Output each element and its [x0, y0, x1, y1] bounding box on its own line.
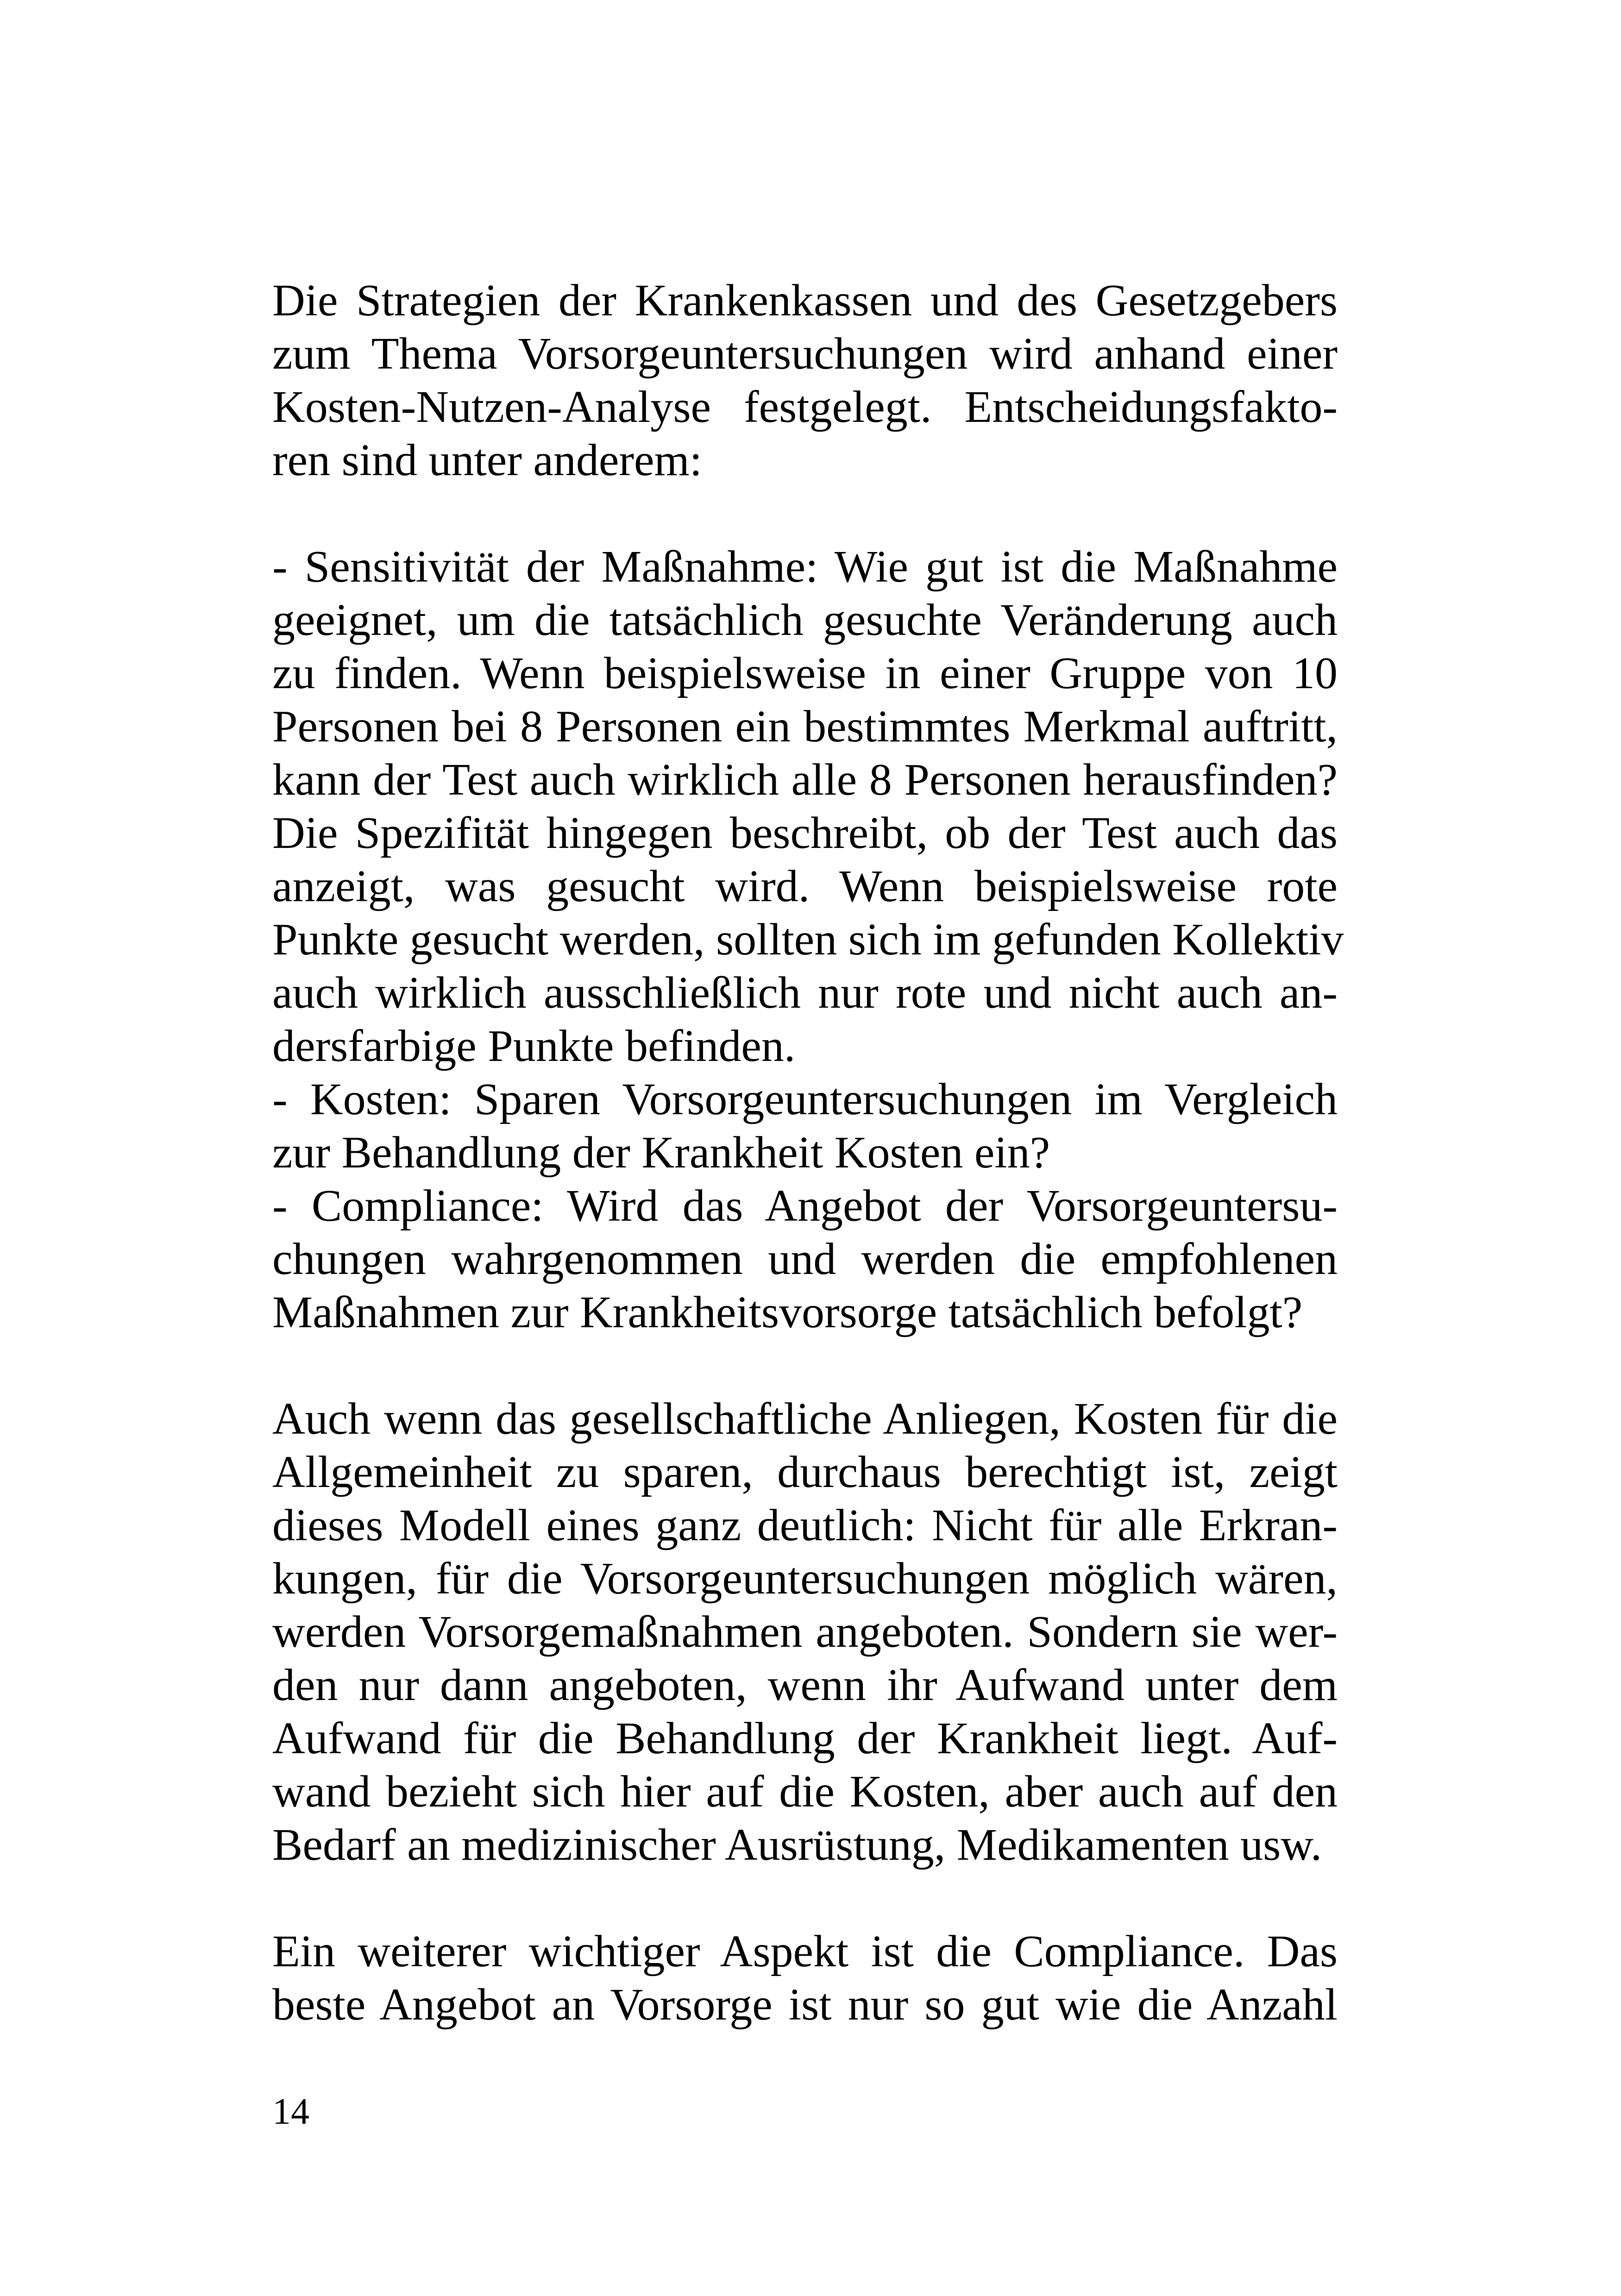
text-line: Aufwand für die Behandlung der Krankheit liegt. Auf-: [272, 1713, 1338, 1763]
text-line: chungen wahrgenommen und werden die empfohlenen: [272, 1234, 1338, 1284]
text-line: Allgemeinheit zu sparen, durchaus berechtigt ist, zeigt: [272, 1447, 1338, 1497]
text-line: Bedarf an medizinischer Ausrüstung, Medikamenten usw.: [272, 1820, 1322, 1870]
text-line: Die Spezifität hingegen beschreibt, ob der Test auch das: [272, 808, 1338, 858]
text-line: Die Strategien der Krankenkassen und des Gesetzgebers: [272, 276, 1338, 326]
paragraph-gap: [272, 487, 1338, 540]
paragraph-gap: [272, 1872, 1338, 1925]
text-line: beste Angebot an Vorsorge ist nur so gut wie die Anzahl: [272, 1980, 1338, 2030]
text-line: ren sind unter anderem:: [272, 435, 702, 485]
text-line: geeignet, um die tatsächlich gesuchte Veränderung auch: [272, 595, 1338, 645]
text-line: kann der Test auch wirklich alle 8 Personen herausfinden?: [272, 755, 1338, 805]
body-text: [272, 274, 1344, 2032]
paragraph-gap: [272, 1339, 1338, 1393]
text-line: werden Vorsorgemaßnahmen angeboten. Sondern sie wer-: [272, 1607, 1338, 1657]
text-line: Maßnahmen zur Krankheitsvorsorge tatsächlich befolgt?: [272, 1287, 1303, 1337]
text-line: anzeigt, was gesucht wird. Wenn beispielsweise rote: [272, 861, 1338, 911]
text-line: Ein weiterer wichtiger Aspekt ist die Compliance. Das: [272, 1926, 1338, 1976]
text-line: - Compliance: Wird das Angebot der Vorsorgeuntersu-: [272, 1181, 1338, 1231]
text-line: kungen, für die Vorsorgeuntersuchungen möglich wären,: [272, 1554, 1338, 1604]
text-line: Punkte gesucht werden, sollten sich im gefunden Kollektiv: [272, 915, 1344, 965]
text-line: zum Thema Vorsorgeuntersuchungen wird anhand einer: [272, 329, 1338, 379]
text-line: den nur dann angeboten, wenn ihr Aufwand unter dem: [272, 1660, 1338, 1710]
text-line: dersfarbige Punkte befinden.: [272, 1021, 796, 1071]
text-line: dieses Modell eines ganz deutlich: Nicht für alle Erkran-: [272, 1500, 1338, 1550]
text-line: - Kosten: Sparen Vorsorgeuntersuchungen im Vergleich: [272, 1074, 1338, 1124]
text-line: zur Behandlung der Krankheit Kosten ein?: [272, 1128, 1050, 1178]
text-line: Kosten-Nutzen-Analyse festgelegt. Entscheidungsfakto-: [272, 382, 1338, 432]
text-line: - Sensitivität der Maßnahme: Wie gut ist die Maßnahme: [272, 542, 1338, 592]
text-line: wand bezieht sich hier auf die Kosten, aber auch auf den: [272, 1767, 1338, 1817]
text-line: Auch wenn das gesellschaftliche Anliegen, Kosten für die: [272, 1394, 1338, 1444]
text-line: Personen bei 8 Personen ein bestimmtes Merkmal auftritt,: [272, 702, 1338, 752]
page-number: 14: [272, 2091, 309, 2132]
text-line: zu finden. Wenn beispielsweise in einer Gruppe von 10: [272, 648, 1338, 698]
text-line: auch wirklich ausschließlich nur rote und nicht auch an-: [272, 968, 1338, 1018]
